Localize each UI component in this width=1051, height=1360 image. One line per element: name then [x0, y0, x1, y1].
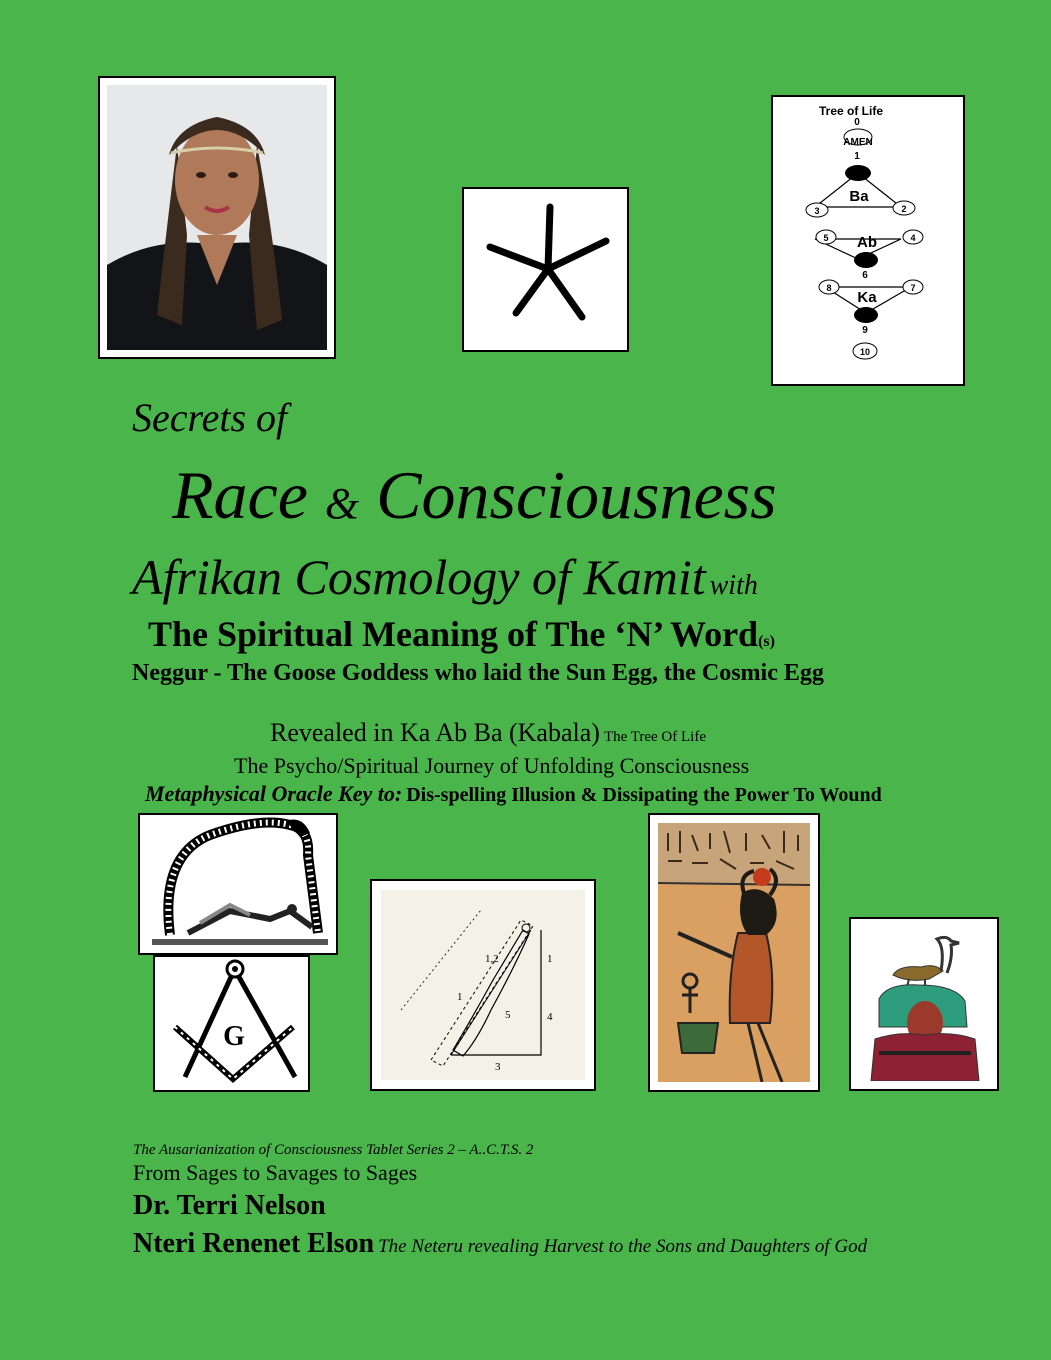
- revealed-small: The Tree Of Life: [603, 729, 706, 745]
- subtitle-afrikan-cosmology: [132, 548, 758, 606]
- tree-node-5: 5: [823, 233, 829, 243]
- tree-amen-label: AMEN: [843, 137, 873, 148]
- spiritual-meaning-text: The Spiritual Meaning of The ‘N’ Word: [148, 614, 759, 654]
- sages-line: From Sages to Savages to Sages: [133, 1160, 418, 1185]
- tree-node-1: 1: [854, 151, 860, 162]
- goose-goddess-icon: [859, 927, 989, 1081]
- subtitle-main: Afrikan Cosmology of Kamit: [132, 549, 706, 605]
- tree-title: Tree of Life: [818, 104, 884, 118]
- sky-goddess-nut-icon: [140, 815, 336, 953]
- tree-ab-label: Ab: [857, 234, 877, 251]
- neggur-line: Neggur - The Goose Goddess who laid the Sun Egg, the Cosmic Egg: [132, 660, 824, 686]
- masonic-illustration-frame: [153, 955, 310, 1092]
- author-portrait-frame: [98, 76, 336, 359]
- proportion-label-5: 5: [505, 1009, 511, 1021]
- tree-node-3: 3: [814, 206, 820, 216]
- tree-node-0: 0: [854, 117, 860, 128]
- author-tagline: The Neteru revealing Harvest to the Sons and Daughters of God: [378, 1236, 868, 1257]
- spiritual-meaning-suffix: (s): [758, 633, 775, 650]
- proportion-diagram-frame: [370, 879, 596, 1091]
- author-secondary-line: [133, 1228, 867, 1260]
- goose-goddess-frame: [849, 917, 999, 1091]
- tree-node-9: 9: [862, 325, 868, 336]
- hathor-illustration-frame: [648, 813, 820, 1092]
- proportion-label-1a: 1: [457, 991, 463, 1003]
- series-line: The Ausarianization of Consciousness Tablet Series 2 – A..C.T.S. 2: [133, 1142, 534, 1158]
- title-race: Race: [172, 457, 308, 533]
- title-secrets-of: Secrets of: [132, 395, 288, 440]
- author-secondary: Nteri Renenet Elson: [133, 1228, 375, 1259]
- hathor-papyrus-icon: [658, 823, 810, 1082]
- journey-line: The Psycho/Spiritual Journey of Unfolding Consciousness: [234, 753, 750, 778]
- author-primary: Dr. Terri Nelson: [133, 1190, 326, 1221]
- tree-node-8: 8: [826, 283, 832, 293]
- tree-node-6: 6: [862, 270, 868, 281]
- star-glyph-icon: [464, 189, 627, 350]
- title-race-consciousness: [172, 456, 777, 535]
- masonic-letter: G: [223, 1021, 245, 1052]
- spiritual-meaning-line: [148, 613, 775, 655]
- oracle-line: [145, 781, 882, 807]
- tree-node-7: 7: [910, 283, 916, 293]
- proportion-label-4: 4: [547, 1011, 553, 1023]
- tree-ba-label: Ba: [849, 188, 869, 205]
- square-and-compass-icon: [155, 957, 308, 1090]
- proportion-label-1-2: 1,2: [485, 953, 499, 965]
- tree-node-4: 4: [910, 233, 916, 243]
- subtitle-with: with: [709, 570, 758, 601]
- proportion-label-1b: 1: [547, 953, 553, 965]
- tree-node-2: 2: [901, 204, 907, 214]
- oracle-key: Metaphysical Oracle Key to:: [145, 781, 403, 806]
- tree-of-life-diagram: [771, 95, 965, 386]
- revealed-main: Revealed in Ka Ab Ba (Kabala): [270, 718, 600, 747]
- nut-illustration-frame: [138, 813, 338, 955]
- oracle-rest: Dis-spelling Illusion & Dissipating the Power To Wound: [406, 784, 882, 806]
- star-glyph-frame: [462, 187, 629, 352]
- tree-node-10: 10: [859, 347, 871, 357]
- title-ampersand: &: [324, 479, 360, 528]
- revealed-line: [270, 718, 706, 748]
- tree-ka-label: Ka: [857, 289, 877, 306]
- author-portrait-icon: [107, 85, 327, 350]
- title-consciousness: Consciousness: [376, 457, 777, 533]
- proportion-label-3: 3: [495, 1061, 501, 1073]
